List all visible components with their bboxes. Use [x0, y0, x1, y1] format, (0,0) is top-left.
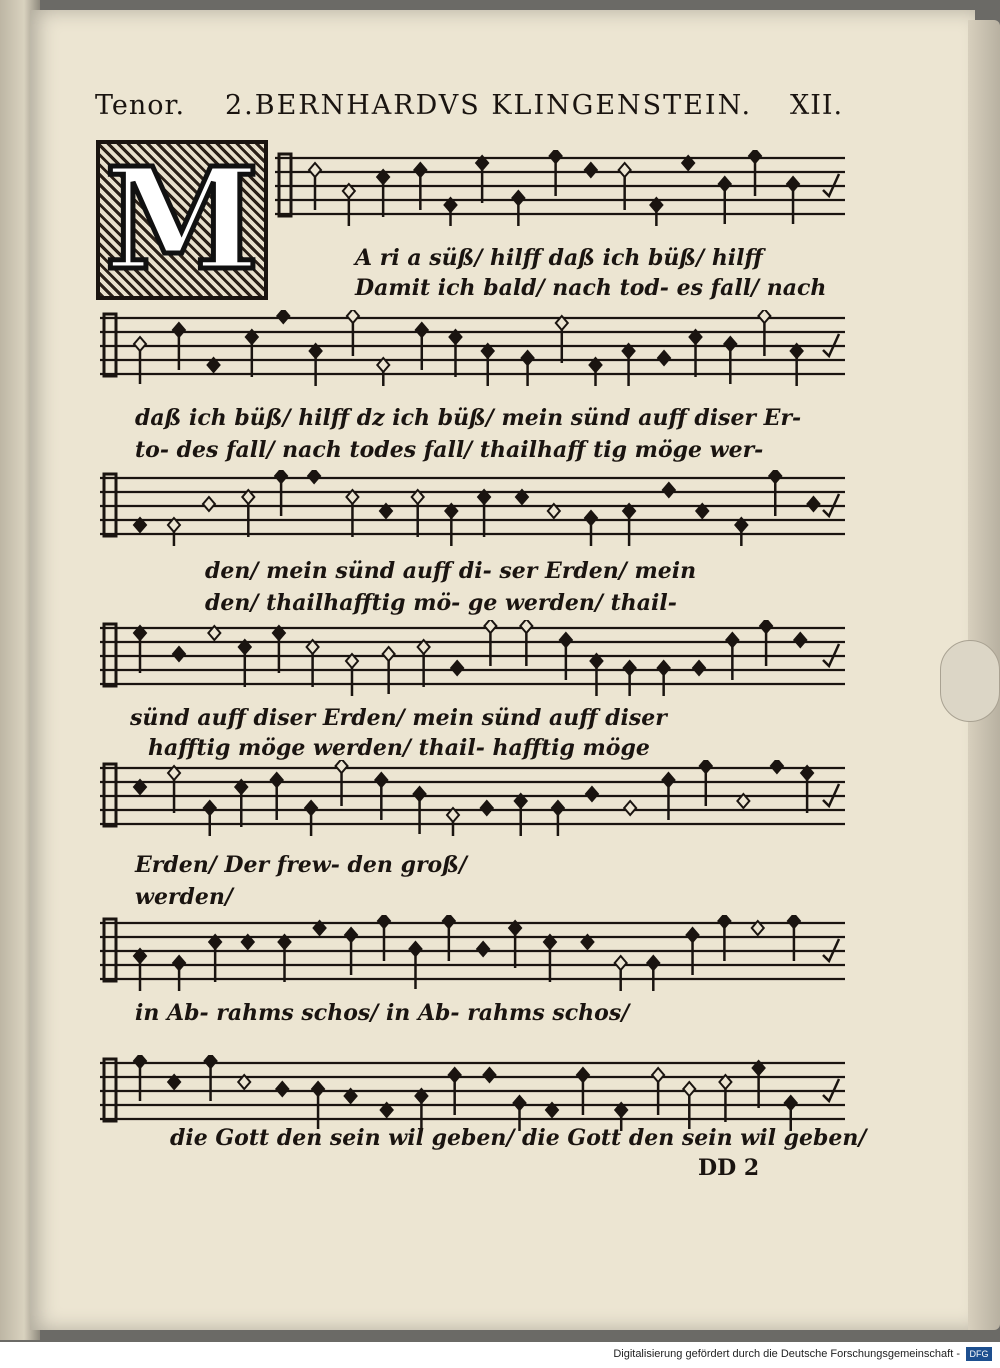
music-staff-3	[100, 470, 845, 550]
note	[279, 935, 291, 982]
note	[447, 808, 459, 836]
note	[771, 760, 783, 773]
note	[544, 935, 556, 982]
lyric-line-1b: Damit ich bald/ nach tod- es fall/ nach	[355, 275, 827, 301]
note	[203, 497, 215, 511]
note	[445, 198, 457, 226]
note	[483, 1068, 495, 1082]
note	[377, 170, 389, 217]
note	[412, 490, 424, 537]
note	[168, 766, 180, 813]
note	[308, 470, 320, 483]
note	[512, 191, 524, 226]
note	[277, 310, 289, 323]
note	[377, 358, 389, 386]
note	[235, 780, 247, 827]
note	[239, 640, 251, 687]
note	[310, 344, 322, 386]
music-staff-4	[100, 620, 845, 700]
note	[418, 640, 430, 687]
note	[658, 351, 670, 365]
page-header	[95, 90, 865, 130]
lyric-line-1a: A ri a süß/ hilff daß ich büß/ hilff	[355, 245, 763, 271]
voice-part-label: Tenor.	[95, 90, 186, 121]
page-number: XII.	[790, 90, 844, 121]
initial-letter: M	[104, 138, 260, 302]
catchword-signature: DD 2	[698, 1155, 760, 1181]
note	[623, 504, 635, 546]
note	[753, 1061, 765, 1108]
note	[346, 654, 358, 696]
note	[273, 626, 285, 673]
note	[343, 184, 355, 226]
note	[663, 483, 675, 497]
note	[482, 344, 494, 386]
music-staff-6	[100, 915, 845, 995]
note	[586, 787, 598, 801]
note	[623, 344, 635, 386]
note	[476, 156, 488, 203]
note	[246, 330, 258, 377]
lyric-line-6a: in Ab- rahms schos/ in Ab- rahms schos/	[135, 1000, 630, 1026]
composer-name: 2.BERNHARDVS KLINGENSTEIN.	[225, 90, 753, 121]
note	[445, 504, 457, 546]
note	[173, 956, 185, 991]
lyric-line-3a: den/ mein sünd auff di- ser Erden/ mein	[205, 558, 697, 584]
note	[719, 1075, 731, 1122]
music-staff-2	[100, 310, 845, 390]
note	[515, 794, 527, 836]
note	[807, 497, 819, 511]
lyric-line-3b: den/ thailhafftig mö- ge werden/ thail-	[205, 590, 677, 616]
note	[307, 640, 319, 687]
lyric-line-4a: sünd auff diser Erden/ mein sünd auff diser	[130, 705, 667, 731]
note	[552, 801, 564, 836]
note	[624, 661, 636, 696]
note	[168, 518, 180, 546]
note	[134, 949, 146, 991]
note	[134, 626, 146, 673]
digitization-credit: Digitalisierung gefördert durch die Deutsche Forschungsgemeinschaft -	[613, 1348, 960, 1360]
note	[242, 490, 254, 537]
lyric-line-4b: hafftig möge werden/ thail- hafftig möge	[148, 735, 650, 761]
note	[585, 511, 597, 546]
note	[209, 935, 221, 982]
note	[794, 633, 806, 647]
note	[522, 351, 534, 386]
note	[449, 330, 461, 377]
note	[690, 330, 702, 377]
music-staff-1	[275, 150, 845, 230]
note	[451, 661, 463, 675]
note	[590, 358, 602, 386]
book-clip	[940, 640, 1000, 722]
note	[478, 490, 490, 537]
note	[509, 921, 521, 968]
music-staff-7	[100, 1055, 845, 1135]
note	[585, 163, 597, 177]
note	[801, 766, 813, 813]
lyric-line-5a: Erden/ Der frew- den groß/	[135, 852, 467, 878]
note	[615, 956, 627, 991]
note	[658, 661, 670, 696]
note	[791, 344, 803, 386]
note	[693, 661, 705, 675]
dfg-logo: DFG	[966, 1347, 992, 1361]
lyric-line-5b: werden/	[135, 884, 233, 910]
lyric-line-2b: to- des fall/ nach todes fall/ thailhaff tig möge wer-	[135, 437, 764, 463]
note	[173, 647, 185, 661]
note	[276, 1082, 288, 1096]
note	[477, 942, 489, 956]
viewer-footer	[0, 1342, 1000, 1368]
note	[556, 316, 568, 363]
lyric-line-2a: daß ich büß/ hilff dz ich büß/ mein sünd auff diser Er-	[135, 405, 802, 431]
note	[204, 801, 216, 836]
music-staff-5	[100, 760, 845, 840]
note	[346, 490, 358, 537]
note	[481, 801, 493, 815]
lyric-line-7a: die Gott den sein wil geben/ die Gott den sein wil geben/	[170, 1125, 867, 1151]
decorated-initial	[96, 140, 268, 300]
note	[647, 956, 659, 991]
note	[590, 654, 602, 696]
note	[650, 198, 662, 226]
note	[305, 801, 317, 836]
note	[735, 518, 747, 546]
note	[624, 801, 636, 815]
